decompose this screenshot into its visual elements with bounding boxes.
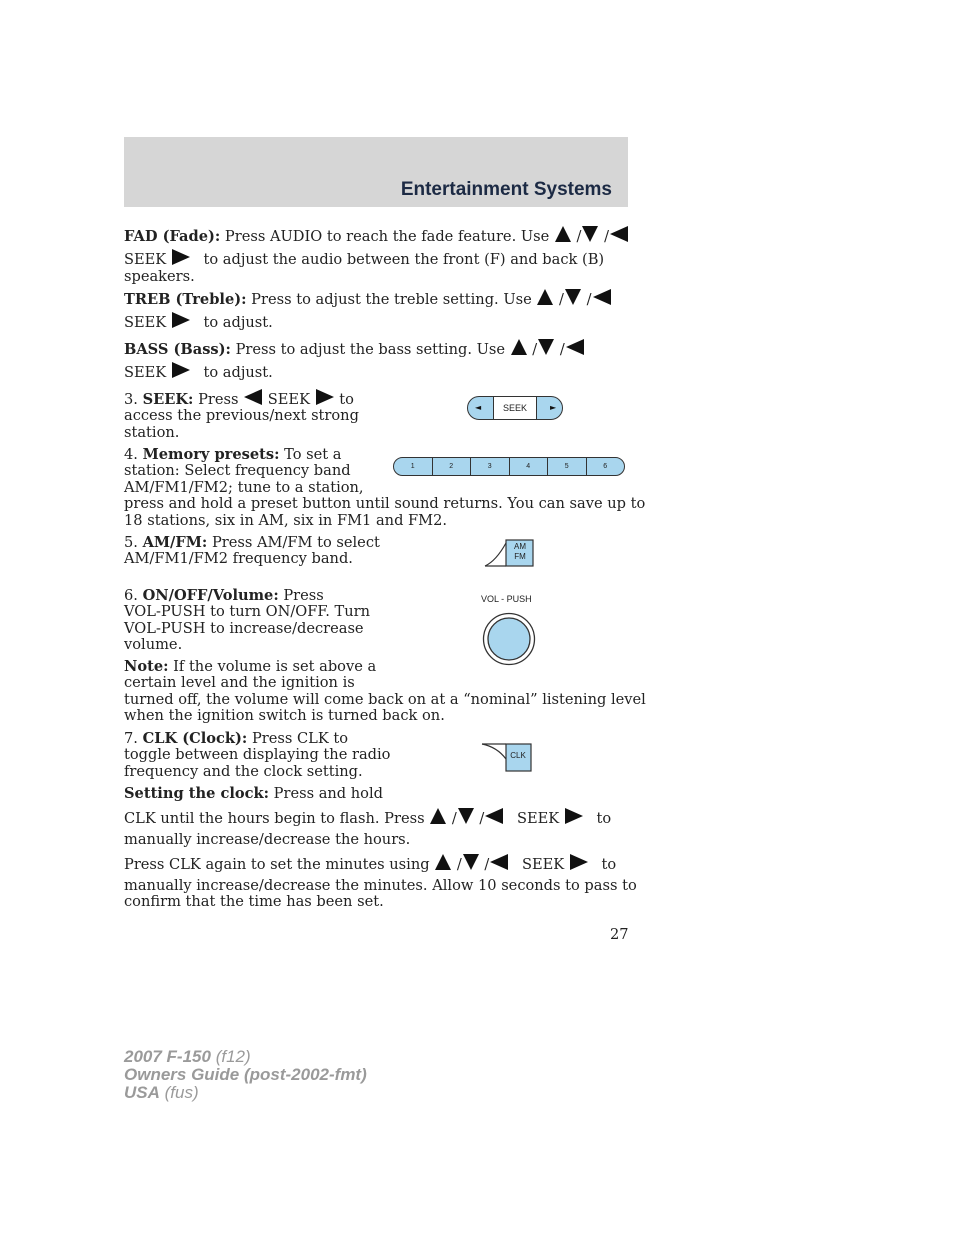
note-term: Note:: [124, 658, 169, 675]
treble-paragraph: TREB (Treble): Press to adjust the treble setting. Use / / SEEK to adjust.: [124, 289, 612, 332]
preset-button-4[interactable]: 4: [510, 458, 549, 475]
clock-paragraph: 7. CLK (Clock): Press CLK to toggle between displaying the radio frequency and the clock setting.: [124, 730, 391, 780]
setting-clock-paragraph: Setting the clock: Press and hold CLK until the hours begin to flash. Press / / SEEK to manually increase/decrease the hours. Press CLK again to set the minutes using / / SEEK to manually increase/decrease the minutes. Allow 10 seconds to pass to confirm that the time has been set.: [124, 785, 637, 911]
down-arrow-icon: [458, 808, 474, 824]
section-header: [124, 137, 628, 207]
seek-button-label: SEEK: [493, 397, 537, 419]
presets-paragraph: 4. Memory presets: To set a station: Select frequency band AM/FM1/FM2; tune to a station, press and hold a preset button until sound returns. You can save up to 18 stations, six in AM, six in FM1 and FM2.: [124, 446, 646, 529]
right-arrow-icon: [172, 312, 190, 328]
left-arrow-icon: [593, 289, 611, 305]
left-arrow-icon: [490, 854, 508, 870]
volume-term: ON/OFF/Volume:: [142, 587, 279, 604]
left-arrow-icon: [485, 808, 503, 824]
seek-right-icon: ►: [550, 403, 557, 412]
volume-paragraph: 6. ON/OFF/Volume: Press VOL-PUSH to turn ON/OFF. Turn VOL-PUSH to increase/decrease volume.: [124, 587, 371, 654]
bass-paragraph: BASS (Bass): Press to adjust the bass setting. Use / / SEEK to adjust.: [124, 339, 585, 382]
treble-term: TREB (Treble):: [124, 291, 247, 308]
down-arrow-icon: [538, 339, 554, 355]
fade-paragraph: FAD (Fade): Press AUDIO to reach the fade feature. Use / / SEEK to adjust the audio between the front (F) and back (B) speakers.: [124, 226, 629, 285]
amfm-term: AM/FM:: [142, 534, 208, 551]
clk-button[interactable]: [481, 743, 532, 772]
right-arrow-icon: [570, 854, 588, 870]
up-arrow-icon: [537, 289, 553, 305]
section-title: Entertainment Systems: [400, 179, 612, 200]
left-arrow-icon: [566, 339, 584, 355]
right-arrow-icon: [565, 808, 583, 824]
bass-term: BASS (Bass):: [124, 341, 231, 358]
up-arrow-icon: [430, 808, 446, 824]
amfm-button-label: AM FM: [514, 542, 526, 561]
down-arrow-icon: [463, 854, 479, 870]
left-arrow-icon: [610, 226, 628, 242]
preset-button-6[interactable]: 6: [603, 463, 608, 470]
right-arrow-icon: [172, 362, 190, 378]
vol-push-label: VOL - PUSH: [481, 594, 532, 604]
preset-button-5[interactable]: 5: [548, 458, 587, 475]
document-footer: 2007 F-150 (f12) Owners Guide (post-2002-fmt) USA (fus): [124, 1047, 367, 1102]
seek-term: SEEK:: [142, 391, 194, 408]
clk-button-label: CLK: [510, 751, 526, 760]
down-arrow-icon: [565, 289, 581, 305]
down-arrow-icon: [582, 226, 598, 242]
preset-button-2[interactable]: 2: [433, 458, 472, 475]
presets-term: Memory presets:: [142, 446, 280, 463]
preset-button-1[interactable]: 1: [394, 458, 433, 475]
preset-buttons: [393, 457, 625, 476]
preset-button-3[interactable]: 3: [471, 458, 510, 475]
amfm-paragraph: 5. AM/FM: Press AM/FM to select AM/FM1/FM2 frequency band.: [124, 534, 380, 568]
seek-button[interactable]: [467, 396, 563, 420]
seek-left-icon: ◄: [475, 403, 482, 412]
volume-knob[interactable]: [482, 612, 536, 666]
clock-term: CLK (Clock):: [142, 730, 248, 747]
amfm-button[interactable]: [484, 539, 534, 567]
right-arrow-icon: [316, 389, 334, 405]
right-arrow-icon: [172, 249, 190, 265]
seek-paragraph: 3. SEEK: Press SEEK to access the previous/next strong station.: [124, 391, 359, 441]
page-number: 27: [610, 926, 629, 943]
up-arrow-icon: [435, 854, 451, 870]
up-arrow-icon: [511, 339, 527, 355]
setting-clock-term: Setting the clock:: [124, 785, 270, 802]
up-arrow-icon: [555, 226, 571, 242]
left-arrow-icon: [244, 389, 262, 405]
fade-term: FAD (Fade):: [124, 228, 221, 245]
note-paragraph: Note: If the volume is set above a certain level and the ignition is turned off, the volume will come back on at a “nominal” listening level when the ignition switch is turned back on.: [124, 658, 646, 725]
